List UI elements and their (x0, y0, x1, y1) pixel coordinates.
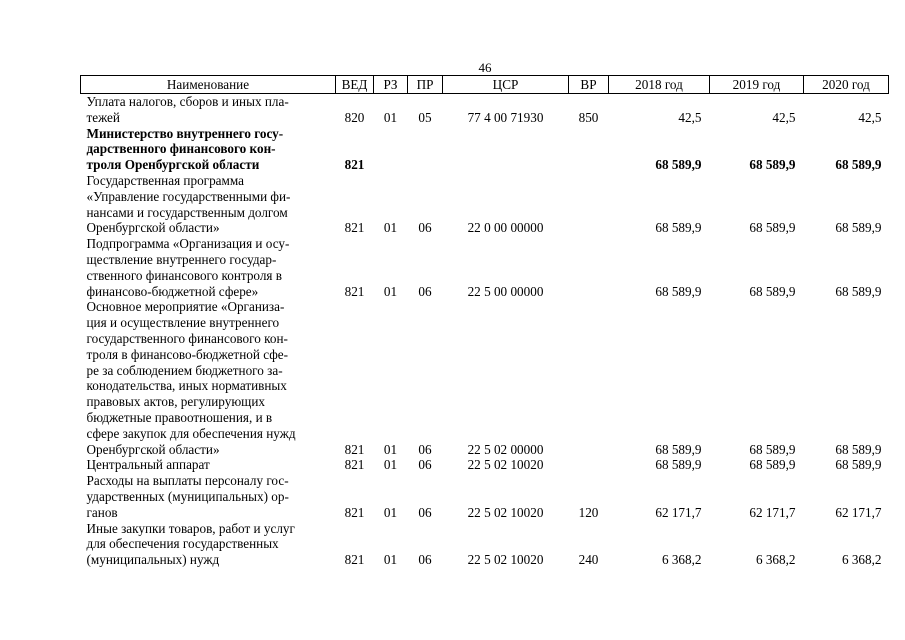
row-name-line: троля в финансово-бюджетной сфе- (86, 346, 289, 362)
row-pr-cell (408, 126, 443, 173)
row-name-line: ре за соблюдением бюджетного за- (86, 362, 283, 378)
row-vr-cell: 240 (578, 552, 599, 568)
row-name-line: ществление внутреннего государ- (86, 251, 277, 267)
row-name-line: Государственная программа (86, 172, 244, 188)
header-ved: ВЕД (336, 76, 374, 94)
row-name-line: троля Оренбургской области (86, 157, 260, 173)
row-ved-cell: 821 (344, 552, 365, 568)
row-csr-cell: 22 5 02 10020 (467, 552, 544, 568)
row-y2019-cell: 42,5 (772, 109, 796, 125)
row-name-line: (муниципальных) нужд (86, 552, 220, 568)
row-vr-cell: 850 (578, 109, 599, 125)
row-csr-cell: 77 4 00 71930 (467, 109, 544, 125)
row-pr-cell: 06 (418, 552, 432, 568)
row-name-line: финансово-бюджетной сфере» (86, 283, 259, 299)
row-name-line: конодательства, иных нормативных (86, 378, 287, 394)
row-name-line: государственного финансового кон- (86, 330, 288, 346)
table-row (81, 173, 889, 236)
row-ved-cell: 821 (344, 504, 365, 520)
row-name-line: Центральный аппарат (86, 457, 210, 473)
row-ved-cell: 821 (344, 283, 365, 299)
table-row (81, 299, 889, 457)
row-name-line: дарственного финансового кон- (86, 141, 276, 157)
row-rz-cell: 01 (383, 283, 398, 299)
budget-table (80, 75, 889, 568)
row-y2018-cell: 42,5 (678, 109, 702, 125)
header-vr: ВР (569, 76, 609, 94)
row-y2019-cell: 6 368,2 (755, 552, 796, 568)
row-pr-cell: 06 (418, 441, 432, 457)
row-name-cell (81, 299, 336, 457)
row-ved-cell: 821 (344, 441, 365, 457)
row-y2018-cell: 68 589,9 (655, 157, 702, 173)
row-rz-cell: 01 (383, 457, 398, 473)
row-name-line: Подпрограмма «Организация и осу- (86, 236, 290, 252)
row-pr-cell: 06 (418, 283, 432, 299)
row-name-line: Оренбургской области» (86, 441, 220, 457)
table-row (81, 457, 889, 473)
row-rz-cell (374, 126, 408, 173)
row-y2019-cell: 68 589,9 (749, 457, 796, 473)
row-csr-cell: 22 0 00 00000 (467, 220, 544, 236)
header-rz: РЗ (374, 76, 408, 94)
row-name-line: Уплата налогов, сборов и иных пла- (86, 94, 289, 109)
table-header-row (81, 76, 889, 94)
row-y2019-cell: 68 589,9 (749, 157, 796, 173)
row-name-line: ция и осуществление внутреннего (86, 315, 280, 331)
row-rz-cell: 01 (383, 441, 398, 457)
row-pr-cell: 06 (418, 504, 432, 520)
row-name-cell (81, 473, 336, 520)
row-name-cell (81, 94, 336, 126)
row-name-cell (81, 521, 336, 568)
row-y2020-cell: 42,5 (858, 109, 882, 125)
row-vr-cell (569, 126, 609, 173)
row-ved-cell: 821 (344, 457, 365, 473)
row-ved-cell: 821 (344, 157, 365, 173)
header-csr: ЦСР (443, 76, 569, 94)
row-name-line: тежей (86, 109, 120, 125)
row-y2018-cell: 68 589,9 (655, 283, 702, 299)
row-rz-cell: 01 (383, 220, 398, 236)
row-csr-cell: 22 5 02 10020 (467, 457, 544, 473)
row-name-cell (81, 173, 336, 236)
row-name-line: «Управление государственными фи- (86, 188, 291, 204)
row-y2019-cell: 62 171,7 (749, 504, 796, 520)
table-row (81, 94, 889, 126)
row-vr-cell (569, 457, 609, 473)
row-name-line: ственного финансового контроля в (86, 267, 283, 283)
row-name-line: ганов (86, 504, 118, 520)
row-y2019-cell: 68 589,9 (749, 441, 796, 457)
row-y2018-cell: 68 589,9 (655, 441, 702, 457)
row-y2018-cell: 68 589,9 (655, 220, 702, 236)
row-name-line: Расходы на выплаты персоналу гос- (86, 473, 289, 489)
row-y2018-cell: 6 368,2 (661, 552, 702, 568)
row-y2019-cell: 68 589,9 (749, 220, 796, 236)
row-csr-cell: 22 5 02 00000 (467, 441, 544, 457)
table-body (81, 94, 889, 568)
row-ved-cell: 821 (344, 220, 365, 236)
row-name-line: Основное мероприятие «Организа- (86, 299, 285, 315)
row-name-line: Иные закупки товаров, работ и услуг (86, 520, 295, 536)
table-row (81, 126, 889, 173)
table-row (81, 236, 889, 299)
table-row (81, 473, 889, 520)
row-name-line: правовых актов, регулирующих (86, 394, 265, 410)
row-vr-cell (569, 236, 609, 299)
row-y2020-cell: 62 171,7 (835, 504, 882, 520)
row-pr-cell: 06 (418, 457, 432, 473)
row-rz-cell: 01 (383, 504, 398, 520)
header-2018: 2018 год (609, 76, 710, 94)
row-y2020-cell: 68 589,9 (835, 283, 882, 299)
row-y2020-cell: 68 589,9 (835, 441, 882, 457)
row-y2019-cell: 68 589,9 (749, 283, 796, 299)
header-name: Наименование (81, 76, 336, 94)
row-name-line: ударственных (муниципальных) ор- (86, 488, 289, 504)
row-y2020-cell: 6 368,2 (841, 552, 882, 568)
row-name-line: Министерство внутреннего госу- (86, 125, 284, 141)
header-2020: 2020 год (804, 76, 889, 94)
row-rz-cell: 01 (383, 552, 398, 568)
row-rz-cell: 01 (383, 109, 398, 125)
row-vr-cell: 120 (578, 504, 599, 520)
row-name-line: для обеспечения государственных (86, 536, 279, 552)
row-name-cell (81, 126, 336, 173)
row-y2020-cell: 68 589,9 (835, 157, 882, 173)
row-vr-cell (569, 173, 609, 236)
row-pr-cell: 06 (418, 220, 432, 236)
row-y2018-cell: 68 589,9 (655, 457, 702, 473)
row-vr-cell (569, 299, 609, 457)
row-name-line: бюджетные правоотношения, и в (86, 409, 273, 425)
row-pr-cell: 05 (418, 109, 432, 125)
header-pr: ПР (408, 76, 443, 94)
page-number: 46 (478, 60, 492, 75)
row-name-cell (81, 236, 336, 299)
row-y2020-cell: 68 589,9 (835, 220, 882, 236)
row-y2020-cell: 68 589,9 (835, 457, 882, 473)
header-2019: 2019 год (710, 76, 804, 94)
row-csr-cell (443, 126, 569, 173)
row-name-cell (81, 457, 336, 473)
row-ved-cell: 820 (344, 109, 365, 125)
table-row (81, 521, 889, 568)
row-name-line: Оренбургской области» (86, 220, 220, 236)
row-name-line: сфере закупок для обеспечения нужд (86, 425, 296, 441)
row-name-line: нансами и государственным долгом (86, 204, 288, 220)
row-y2018-cell: 62 171,7 (655, 504, 702, 520)
row-csr-cell: 22 5 00 00000 (467, 283, 544, 299)
row-csr-cell: 22 5 02 10020 (467, 504, 544, 520)
